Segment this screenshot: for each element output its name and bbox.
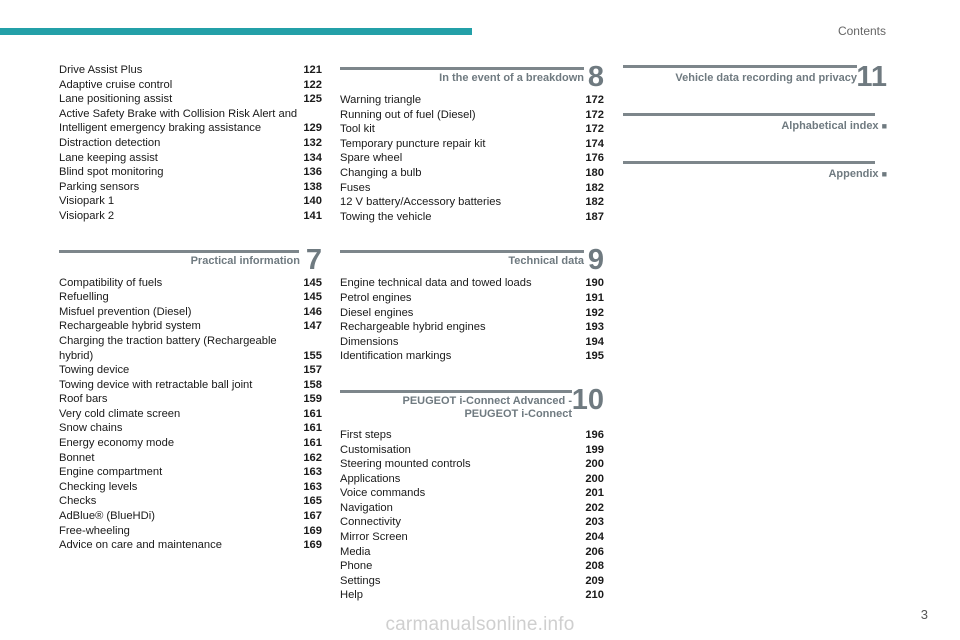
toc-entry[interactable] — [59, 363, 322, 378]
toc-entry-page: 201 — [585, 487, 604, 500]
section-header-9[interactable] — [340, 246, 604, 276]
toc-entry-page: 174 — [585, 137, 604, 150]
section-title: Vehicle data recording and privacy — [675, 72, 857, 84]
toc-entry-title: Customisation — [340, 443, 411, 456]
toc-column-2 — [340, 63, 604, 603]
page-number: 3 — [920, 607, 928, 622]
section-title: Technical data — [508, 255, 584, 268]
toc-entry-title: AdBlue® (BlueHDi) — [59, 510, 155, 523]
toc-entry-page: 145 — [303, 276, 322, 289]
section-title — [402, 395, 572, 421]
toc-entry-page: 200 — [585, 472, 604, 485]
toc-entry-page: 194 — [585, 335, 604, 348]
toc-entry[interactable] — [340, 93, 604, 108]
toc-entry-title: Compatibility of fuels — [59, 276, 163, 289]
toc-entry-title: Media — [340, 545, 371, 558]
toc-entry-page: 191 — [585, 291, 604, 304]
toc-entry[interactable] — [59, 107, 322, 136]
toc-entry[interactable] — [59, 78, 322, 93]
toc-entry-title: Engine technical data and towed loads — [340, 277, 532, 290]
toc-entry-title: Help — [340, 589, 364, 602]
section-header-8[interactable] — [340, 63, 604, 93]
toc-entry[interactable] — [59, 290, 322, 305]
section-title: Practical information — [190, 254, 300, 267]
toc-entry-title: Checking levels — [59, 480, 138, 493]
toc-entry[interactable] — [340, 472, 604, 487]
section-rule — [623, 65, 857, 68]
toc-entry-page: 182 — [585, 196, 604, 209]
toc-entry[interactable] — [59, 494, 322, 509]
toc-entry-title: Petrol engines — [340, 291, 412, 304]
toc-entry-title: Spare wheel — [340, 152, 403, 165]
toc-entry-title: Towing the vehicle — [340, 210, 432, 223]
toc-entry[interactable] — [340, 559, 604, 574]
toc-entry-page: 140 — [303, 195, 322, 208]
toc-entry-page: 180 — [585, 166, 604, 179]
toc-entry-title: Dimensions — [340, 335, 399, 348]
toc-entry[interactable] — [340, 574, 604, 589]
toc-entry-title: Steering mounted controls — [340, 458, 471, 471]
toc-entry[interactable] — [340, 588, 604, 603]
toc-entry-page: 204 — [585, 531, 604, 544]
toc-entry[interactable] — [59, 92, 322, 107]
toc-entry-title: Roof bars — [59, 393, 108, 406]
section-header-index[interactable] — [623, 111, 887, 141]
toc-entry[interactable] — [59, 276, 322, 291]
toc-entry-page: 161 — [303, 407, 322, 420]
toc-entry[interactable] — [59, 165, 322, 180]
toc-entry-title: Navigation — [340, 501, 393, 514]
toc-entry-title: Snow chains — [59, 422, 123, 435]
toc-entry[interactable] — [340, 428, 604, 443]
toc-entry-page: 122 — [303, 78, 322, 91]
section-number: 9 — [587, 244, 604, 277]
toc-entry-title: Towing device — [59, 364, 130, 377]
section-header-11[interactable] — [623, 63, 887, 93]
toc-entry-title: Blind spot monitoring — [59, 166, 164, 179]
section-rule — [623, 113, 875, 116]
toc-entry-title: Adaptive cruise control — [59, 78, 173, 91]
toc-entry-title: Fuses — [340, 181, 371, 194]
toc-entry-page: 136 — [303, 166, 322, 179]
toc-entry[interactable] — [59, 334, 322, 363]
toc-entry[interactable] — [59, 451, 322, 466]
toc-entries-section-9 — [340, 276, 604, 364]
toc-entry[interactable] — [340, 166, 604, 181]
toc-entries-section-7 — [59, 276, 322, 553]
toc-entry[interactable] — [340, 545, 604, 560]
toc-entry-title: Diesel engines — [340, 306, 414, 319]
section-title — [781, 120, 887, 133]
toc-entry-page: 209 — [585, 574, 604, 587]
index-title: Alphabetical index — [781, 120, 879, 132]
toc-entry[interactable] — [59, 319, 322, 334]
toc-entry-page: 176 — [585, 152, 604, 165]
toc-entry[interactable] — [59, 538, 322, 553]
toc-entry-title: Drive Assist Plus — [59, 64, 143, 76]
toc-entry-title: Active Safety Brake with Collision Risk Alert and Intelligent emergency braking assistance — [59, 107, 298, 135]
toc-entry-title: Free-wheeling — [59, 524, 130, 537]
toc-entry-title: Changing a bulb — [340, 166, 422, 179]
toc-entry[interactable] — [340, 137, 604, 152]
toc-entry-page: 195 — [585, 350, 604, 363]
toc-entry[interactable] — [340, 276, 604, 291]
toc-entry[interactable] — [340, 210, 604, 225]
toc-entry[interactable] — [59, 392, 322, 407]
toc-entry-title: Parking sensors — [59, 180, 140, 193]
toc-entry-title: Energy economy mode — [59, 437, 175, 450]
toc-entry-page: 210 — [585, 589, 604, 602]
toc-entry-page: 161 — [303, 437, 322, 450]
toc-entry[interactable] — [340, 335, 604, 350]
toc-entry[interactable] — [59, 509, 322, 524]
toc-entry[interactable] — [59, 209, 322, 224]
toc-entry-page: 145 — [303, 291, 322, 304]
toc-entries-driving — [59, 63, 322, 224]
toc-entry[interactable] — [340, 530, 604, 545]
toc-entry-page: 202 — [585, 501, 604, 514]
toc-entry-title: Refuelling — [59, 291, 109, 304]
toc-entry[interactable] — [59, 421, 322, 436]
toc-entry[interactable] — [340, 306, 604, 321]
toc-entry[interactable] — [340, 486, 604, 501]
toc-entry-title: Applications — [340, 472, 401, 485]
toc-entry-title: Identification markings — [340, 350, 452, 363]
toc-entry[interactable] — [59, 480, 322, 495]
toc-entry-page: 138 — [303, 180, 322, 193]
square-marker-icon: ■ — [881, 121, 887, 131]
toc-entry[interactable] — [59, 151, 322, 166]
toc-entry-page: 161 — [303, 422, 322, 435]
toc-entry[interactable] — [340, 320, 604, 335]
toc-entry-page: 172 — [585, 123, 604, 136]
appendix-title: Appendix — [828, 168, 879, 180]
toc-entry[interactable] — [59, 407, 322, 422]
toc-entry-title: Visiopark 2 — [59, 209, 115, 222]
toc-entry-page: 196 — [585, 428, 604, 441]
toc-entry-title: Checks — [59, 495, 97, 508]
toc-entry[interactable] — [340, 108, 604, 123]
toc-entry-title: Rechargeable hybrid system — [59, 320, 201, 333]
toc-entry-page: 172 — [585, 108, 604, 121]
toc-entry[interactable] — [59, 180, 322, 195]
toc-entry[interactable] — [59, 305, 322, 320]
toc-entry[interactable] — [340, 151, 604, 166]
toc-entry-page: 147 — [303, 320, 322, 333]
toc-entry[interactable] — [59, 378, 322, 393]
toc-entry-page: 187 — [585, 210, 604, 223]
toc-entry-title: Rechargeable hybrid engines — [340, 321, 486, 334]
section-title-line-1: PEUGEOT i-Connect Advanced - — [402, 394, 572, 407]
toc-entry[interactable] — [59, 524, 322, 539]
toc-entry[interactable] — [340, 349, 604, 364]
square-marker-icon: ■ — [881, 169, 887, 179]
toc-entry-title: Advice on care and maintenance — [59, 539, 222, 552]
toc-entry-page: 163 — [303, 480, 322, 493]
toc-entry[interactable] — [340, 443, 604, 458]
toc-entry-page: 169 — [303, 539, 322, 552]
toc-entry-page: 192 — [585, 306, 604, 319]
toc-entry-page: 190 — [585, 277, 604, 290]
toc-entry-page: 134 — [303, 151, 322, 164]
toc-entry-title: Lane positioning assist — [59, 93, 173, 106]
toc-column-3 — [623, 63, 887, 189]
toc-entry-title: Mirror Screen — [340, 531, 408, 544]
toc-entry-page: 165 — [303, 495, 322, 508]
section-rule — [59, 250, 299, 253]
toc-entry-title: Charging the traction battery (Rechargeable hybrid) — [59, 334, 277, 362]
toc-entry-page: 121 — [303, 64, 322, 76]
header-title: Contents — [837, 24, 886, 38]
section-rule — [340, 67, 584, 70]
toc-entry-title: Distraction detection — [59, 136, 161, 149]
toc-entry-title: Very cold climate screen — [59, 407, 181, 420]
toc-entry-page: 155 — [303, 349, 322, 362]
toc-entry-page: 158 — [303, 378, 322, 391]
section-number: 11 — [856, 61, 887, 93]
toc-entry-page: 163 — [303, 466, 322, 479]
toc-entry-page: 208 — [585, 560, 604, 573]
toc-entries-section-8 — [340, 93, 604, 224]
header-accent-bar — [0, 28, 472, 35]
toc-entry-title: Settings — [340, 574, 381, 587]
toc-entry-title: Misfuel prevention (Diesel) — [59, 305, 192, 318]
toc-entry-page: 169 — [303, 524, 322, 537]
toc-entry[interactable] — [59, 136, 322, 151]
toc-entry-title: Tool kit — [340, 123, 375, 136]
toc-entry-title: Connectivity — [340, 516, 401, 529]
toc-entry-page: 193 — [585, 321, 604, 334]
section-rule — [340, 250, 584, 253]
toc-entry[interactable] — [340, 291, 604, 306]
toc-entry-page: 167 — [303, 510, 322, 523]
toc-entry-title: Lane keeping assist — [59, 151, 158, 164]
toc-entry[interactable] — [59, 465, 322, 480]
watermark: carmanualsonline.info — [385, 614, 575, 635]
toc-entry-title: Engine compartment — [59, 466, 163, 479]
section-title — [828, 168, 887, 181]
toc-entry-page: 132 — [303, 136, 322, 149]
toc-entry-title: Warning triangle — [340, 94, 422, 106]
section-title: In the event of a breakdown — [439, 72, 584, 84]
section-header-7[interactable] — [59, 243, 322, 276]
toc-entry[interactable] — [340, 181, 604, 196]
section-number: 8 — [587, 61, 604, 93]
toc-entry-title: Voice commands — [340, 487, 426, 500]
toc-entry-page: 162 — [303, 451, 322, 464]
toc-entry-page: 146 — [303, 305, 322, 318]
toc-entry-title: First steps — [340, 428, 392, 441]
toc-entry[interactable] — [340, 457, 604, 472]
toc-entry[interactable] — [340, 122, 604, 137]
toc-entry-page: 159 — [303, 393, 322, 406]
toc-entry-page: 172 — [585, 94, 604, 106]
toc-entry-title: Bonnet — [59, 451, 95, 464]
toc-entry-title: Phone — [340, 560, 373, 573]
section-rule — [623, 161, 875, 164]
toc-entry-title: Visiopark 1 — [59, 195, 115, 208]
toc-entries-section-10 — [340, 428, 604, 603]
toc-entry[interactable] — [340, 501, 604, 516]
toc-entry-page: 200 — [585, 458, 604, 471]
toc-entry[interactable] — [59, 436, 322, 451]
section-rule — [340, 390, 572, 393]
toc-entry[interactable] — [59, 194, 322, 209]
section-title-line-2: PEUGEOT i-Connect — [464, 407, 572, 420]
toc-entry-page: 206 — [585, 545, 604, 558]
toc-entry-page: 129 — [303, 122, 322, 135]
toc-entry-page: 141 — [303, 209, 322, 222]
toc-entry[interactable] — [340, 195, 604, 210]
toc-entry-page: 203 — [585, 516, 604, 529]
toc-entry-page: 199 — [585, 443, 604, 456]
toc-entry-title: Temporary puncture repair kit — [340, 137, 486, 150]
section-header-appendix[interactable] — [623, 159, 887, 189]
toc-entry-page: 182 — [585, 181, 604, 194]
toc-entry-title: 12 V battery/Accessory batteries — [340, 196, 502, 209]
toc-entry-title: Towing device with retractable ball joint — [59, 378, 253, 391]
section-header-10[interactable] — [340, 383, 604, 428]
toc-column-1 — [59, 63, 322, 553]
toc-entry-title: Running out of fuel (Diesel) — [340, 108, 476, 121]
section-number: 7 — [305, 243, 322, 276]
toc-entry-page: 157 — [303, 364, 322, 377]
toc-entry[interactable] — [59, 63, 322, 78]
section-number: 10 — [571, 383, 604, 416]
toc-entry-page: 125 — [303, 93, 322, 106]
toc-entry[interactable] — [340, 515, 604, 530]
